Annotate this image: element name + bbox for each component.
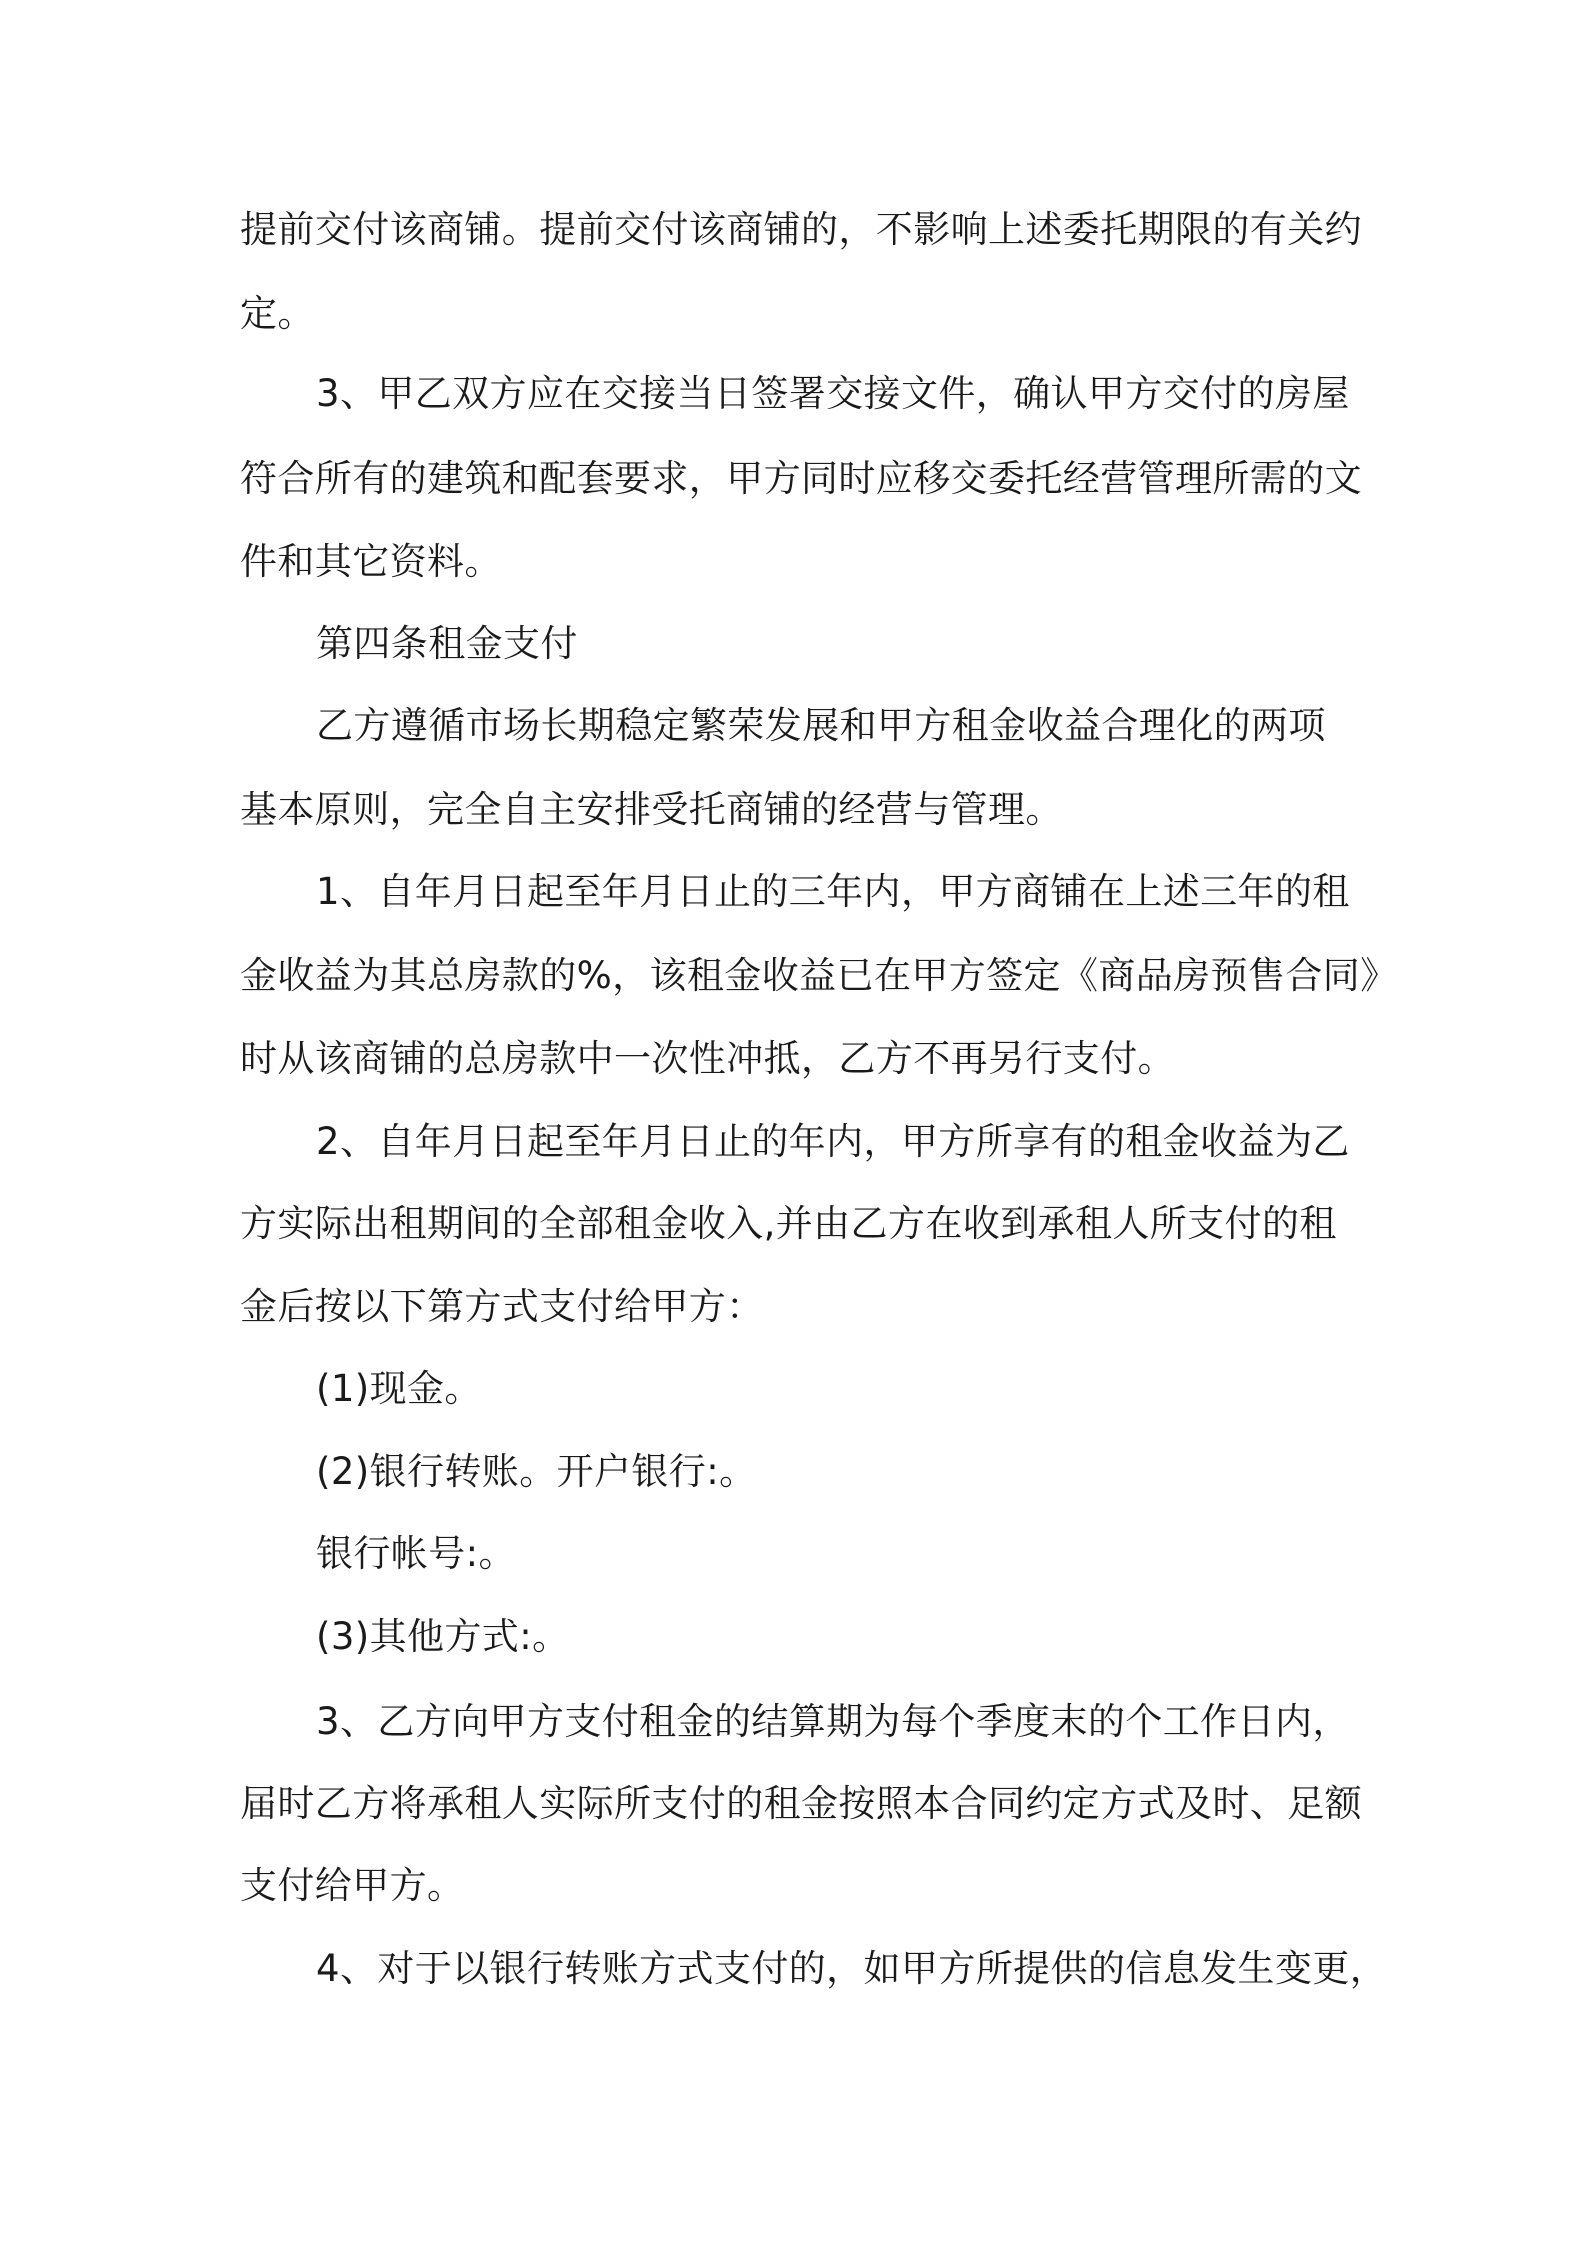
text-line: 金收益为其总房款的%，该租金收益已在甲方签定《商品房预售合同》 — [240, 954, 1398, 997]
text-line: 3、乙方向甲方支付租金的结算期为每个季度末的个工作日内， — [316, 1700, 1350, 1743]
text-line: 银行帐号:。 — [316, 1532, 516, 1575]
section-heading: 第四条租金支付 — [316, 622, 578, 665]
text-line: 1、自年月日起至年月日止的三年内，甲方商铺在上述三年的租 — [316, 870, 1350, 913]
text-line: 时从该商铺的总房款中一次性冲抵，乙方不再另行支付。 — [240, 1037, 1175, 1080]
text-line: 定。 — [240, 292, 315, 335]
text-line: 2、自年月日起至年月日止的年内，甲方所享有的租金收益为乙 — [316, 1120, 1350, 1163]
text-line: 方实际出租期间的全部租金收入,并由乙方在收到承租人所支付的租 — [240, 1202, 1337, 1245]
text-line: 基本原则，完全自主安排受托商铺的经营与管理。 — [240, 788, 1063, 831]
text-line: 支付给甲方。 — [240, 1864, 465, 1907]
text-line: 金后按以下第方式支付给甲方： — [240, 1285, 764, 1328]
text-line: 届时乙方将承租人实际所支付的租金按照本合同约定方式及时、足额 — [240, 1782, 1362, 1825]
text-line: (3)其他方式:。 — [316, 1615, 570, 1658]
text-line: 3、甲乙双方应在交接当日签署交接文件，确认甲方交付的房屋 — [316, 372, 1350, 415]
text-line: 乙方遵循市场长期稳定繁荣发展和甲方租金收益合理化的两项 — [316, 704, 1326, 747]
text-line: (1)现金。 — [316, 1367, 482, 1410]
text-line: (2)银行转账。开户银行:。 — [316, 1450, 757, 1493]
text-line: 件和其它资料。 — [240, 540, 502, 583]
text-line: 4、对于以银行转账方式支付的，如甲方所提供的信息发生变更， — [316, 1947, 1388, 1990]
text-line: 符合所有的建筑和配套要求，甲方同时应移交委托经营管理所需的文 — [240, 457, 1362, 500]
text-line: 提前交付该商铺。提前交付该商铺的，不影响上述委托期限的有关约 — [240, 208, 1362, 251]
